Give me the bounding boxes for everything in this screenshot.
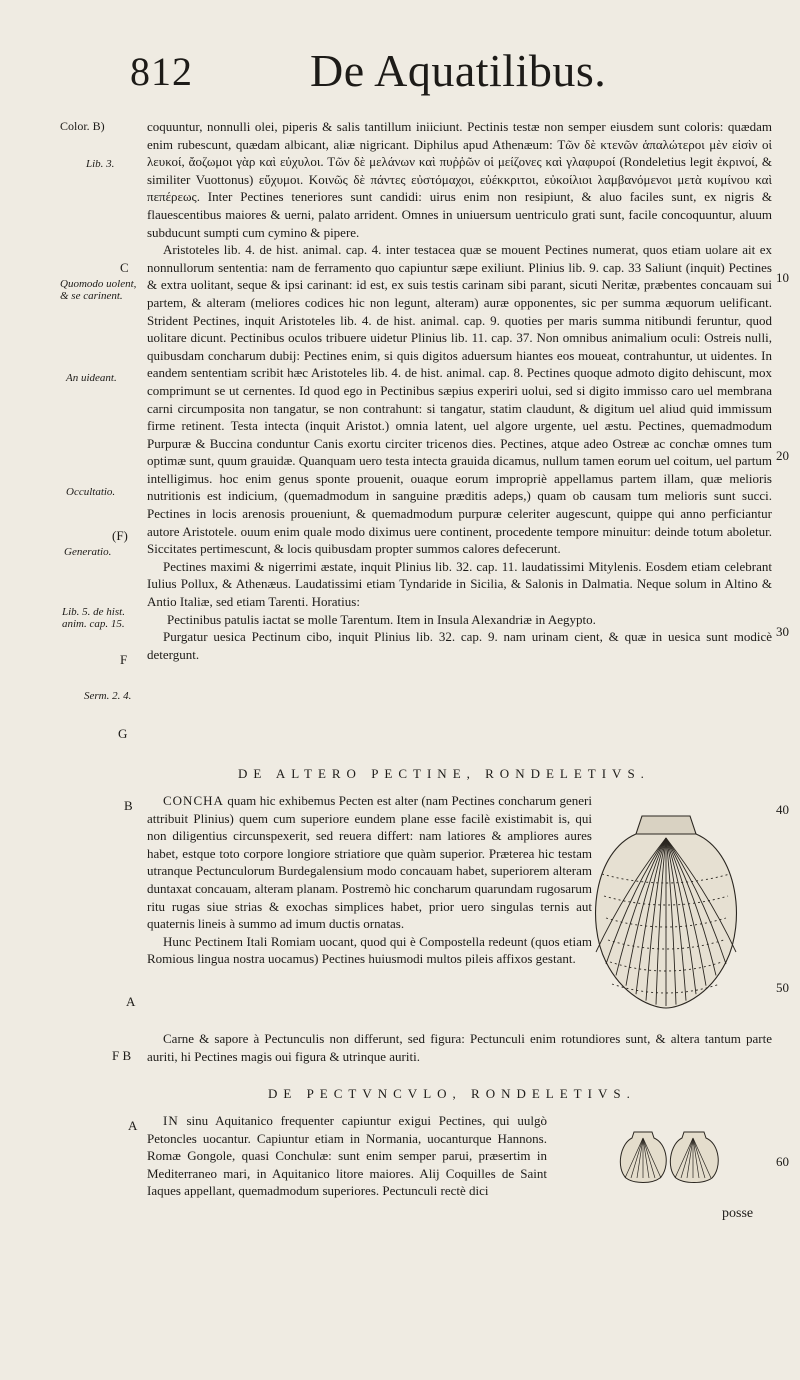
section-heading-altero-pectine: DE ALTERO PECTINE, RONDELETIVS. (238, 766, 650, 781)
letter-mark-a2: A (128, 1118, 138, 1133)
scallop-shell-illustration (584, 812, 748, 1012)
lead-word-in: IN (163, 1113, 179, 1128)
paragraph-maximi: Pectines maximi & nigerrimi æstate, inquit Plinius lib. 32. cap. 11. laudatissimi Mitylenis. Eosdem etiam celebrant Iulius Pollux, & Athenæus. Laudatissimi etiam Tyndaride in Sicilia, & Salonis in Dalmatia. Neque solum in Altino & Antio Italiæ, sed etiam Tarenti. Horatius: (147, 558, 772, 610)
letter-mark-c: C (120, 260, 129, 275)
lead-word-concha: CONCHA (163, 793, 224, 808)
paragraph-carne: Carne & sapore à Pectunculis non differunt, sed figura: Pectunculi enim rotundiores sunt, & altera tantum parte auriti, hi Pectines magis oui figura & utrinque auriti. (147, 1031, 772, 1064)
line-number-30: 30 (776, 624, 789, 639)
line-number-50: 50 (776, 980, 789, 995)
letter-mark-f: F (120, 652, 128, 667)
paragraph-concha: quam hic exhibemus Pecten est alter (nam Pectines concharum generi attribuit Plinius) quem cum superiore eundem plane esse facilè existimabit is, qui non diligentius circunspexerit, sed reuera differt: nam latiores & ampliores aures habet, estque toto corpore longiore striatiore que quàm superior. Præterea hic testam utranque Pectunculorum Burdegalensium modo concauam habet, superiorem alteram duntaxat concauam, alteram planam. Postremò hic concharum quarundam rugosarum ritu rugas siue strias & exochas simplices habet, prior uero singulas ternis aut quaternis lineis à summo ad imum ductis ornatas. (147, 793, 592, 932)
running-title: De Aquatilibus. (310, 45, 607, 96)
letter-mark-g: G (118, 726, 128, 741)
paragraph-aristoteles: Aristoteles lib. 4. de hist. animal. cap. 4. inter testacea quæ se mouent Pectines numerat, quos etiam uolare ait ex nonnullorum sententia: nam de ferramento quo capiuntur sæpe exiliunt. Plinius lib. 9. cap. 33 Saliunt (inquit) Pectines & extra uolitant, seque & ipsi carinant: id est, ex suis testis carinam sibi parant, sicuti Neritæ, præbentes concauam sui partem, & alteram (meliores codices hic non legunt, alteram) auræ opponentes, sic per summa æquorum uelificant. Strident Pectines, inquit Aristoteles lib. 4. de hist. animal. cap. 9. quoties per maris summa nitibundi feruntur, quod uolitare dicunt. Pectinibus oculos tribuere uidetur Plinius lib. 11. cap. 37. Non omnibus animalium oculi: Ostreis nulli, quibusdam concharum dubij: Pectines enim, si quis digitos aduersum hiantes eos moueat, contrahuntur, ut uidentes. In eandem sententiam scribit hæc Aristoteles lib. 4. de hist. animal. cap. 8. Pectines quoque admoto digito dehiscunt, mox comprimunt se ut cernentes. Id quod ego in Pectinibus sæpius experiri uolui, sed si digito immisso caro uel membrana carni circumposita non tangatur, se non contrahunt: si tangatur, statim claudunt, & digitum uel aliud quid immissum firme retinent. Testa intecta (inquit Aristot.) omnia latent, uel algore urgente, uel æstu. Pectines, quemadmodum Purpuræ & Buccina conduntur Canis exortu circiter tricenos dies. Pectines, atque adeo Ostreæ ac conchæ omnes tum optimæ sunt, quum grauidæ. Quanquam uero testa intecta grauida dicamus, nullum tamen eorum uel coitum, uel partum intelligimus. hoc enim genus sponte prouenit, ouaque eorum impropriè appellamus partem illam, quæ melioris nutritionis est indicium, (quemadmodum in sanguine præditis adeps,) quam ob causam tum melioris sunt succi. Pectines in locis arenosis proueniunt, & quemadmodum purpuræ celeriter augescunt, quippe qui anno perficiantur autore Aristotele. ouum enim quale modo diximus uere continent, procedente tempore minuitur: deinde totum aboletur. Siccitates pertimescunt, & locis quibusdam propter summos calores defecerunt. (147, 242, 772, 557)
margin-note-lib3: Lib. 3. (86, 158, 115, 170)
margin-note-color: Color. B) (60, 119, 105, 133)
margin-note-occultatio: Occultatio. (66, 486, 116, 498)
margin-note-generatio: Generatio. (64, 546, 112, 558)
line-number-10: 10 (776, 270, 789, 285)
letter-mark-fb: F B (112, 1048, 132, 1063)
line-number-20: 20 (776, 448, 789, 463)
section-altero-text (147, 792, 592, 968)
catchword: posse (722, 1206, 754, 1221)
paragraph-romiam: Hunc Pectinem Itali Romiam uocant, quod qui è Compostella redeunt (quos etiam Romious lingua nostra uocamus) Pectines huiusmodi multos pileis affixos gestant. (147, 933, 592, 967)
letter-mark-a: A (126, 994, 136, 1009)
section-heading-pectunculo: DE PECTVNCVLO, RONDELETIVS. (268, 1086, 636, 1101)
page-header (130, 45, 730, 108)
paragraph-purgatur: Purgatur uesica Pectinum cibo, inquit Plinius lib. 32. cap. 9. nam urinam cient, & quæ in uesica sunt modicè detergunt. (147, 629, 772, 662)
section-altero-closing (147, 1030, 772, 1065)
letter-mark-b: B (124, 798, 133, 813)
margin-note-quomodo: Quomodo uolent, & se carinent. (60, 278, 137, 302)
page-number: 812 (130, 49, 193, 94)
margin-note-an-uideant: An uideant. (66, 372, 117, 384)
pectunculus-shells-illustration (618, 1128, 724, 1186)
paragraph-color: coquuntur, nonnulli olei, piperis & salis tantillum iniiciunt. Pectinis testæ non semper eiusdem sunt coloris: quædam enim rubescunt, quædam albicant, aliæ nigricant. Diphilus apud Athenæum: Τῶν δὲ κτενῶν ἁπαλώτεροι μὲν εἰσὶν οἱ λευκοί, ἄοζωμοι γὰρ καὶ εὐχυλοι. Τῶν δὲ μελάνων καὶ πυῤῥῶν οἱ μείζονες καὶ γλαφυροί (Rondeletius legit ἐκρινοί, & similiter Vuottonus) εὔχυμοι. Κοινῶς δὲ πάντες εὐστόμαχοι, εὐέκκριτοι, εὐκοίλιοι λαμβανόμενοι μετὰ κυμίνου καὶ πεπέρεως. Inter Pectines teneriores sunt candidi: uirus enim non resipiunt, & aluo faciles sunt, ex nigris & flauescentibus maiores & uerni, palato arrident. Omnes in uniuersum uentriculo grati sunt, facile concoquuntur, aluum subducunt sumpti cum cymino & pipere. (147, 119, 772, 240)
horatius-quote: Pectinibus patulis iactat se molle Tarentum. Item in Insula Alexandriæ in Aegypto. (167, 611, 596, 627)
section-pectunculo-text (147, 1112, 547, 1200)
margin-note-serm: Serm. 2. 4. (84, 690, 132, 702)
line-number-40: 40 (776, 802, 789, 817)
main-text (147, 118, 772, 663)
letter-mark-f-paren: (F) (112, 528, 128, 543)
paragraph-sinu-aquitanico: sinu Aquitanico frequenter capiuntur exigui Pectines, qui uulgò Petoncles uocantur. Capiuntur etiam in Normania, uocanturque Hannons. Romæ Gongole, quasi Conchulæ: sunt enim semper parui, præsertim in Mediterraneo mari, in Aquitanico litore maiores. Alij Coquilles de Saint Iaques appellant, quemadmodum superiores. Pectunculi rectè dici (147, 1113, 547, 1199)
line-number-60: 60 (776, 1154, 789, 1169)
margin-note-lib5: Lib. 5. de hist. anim. cap. 15. (62, 606, 125, 630)
